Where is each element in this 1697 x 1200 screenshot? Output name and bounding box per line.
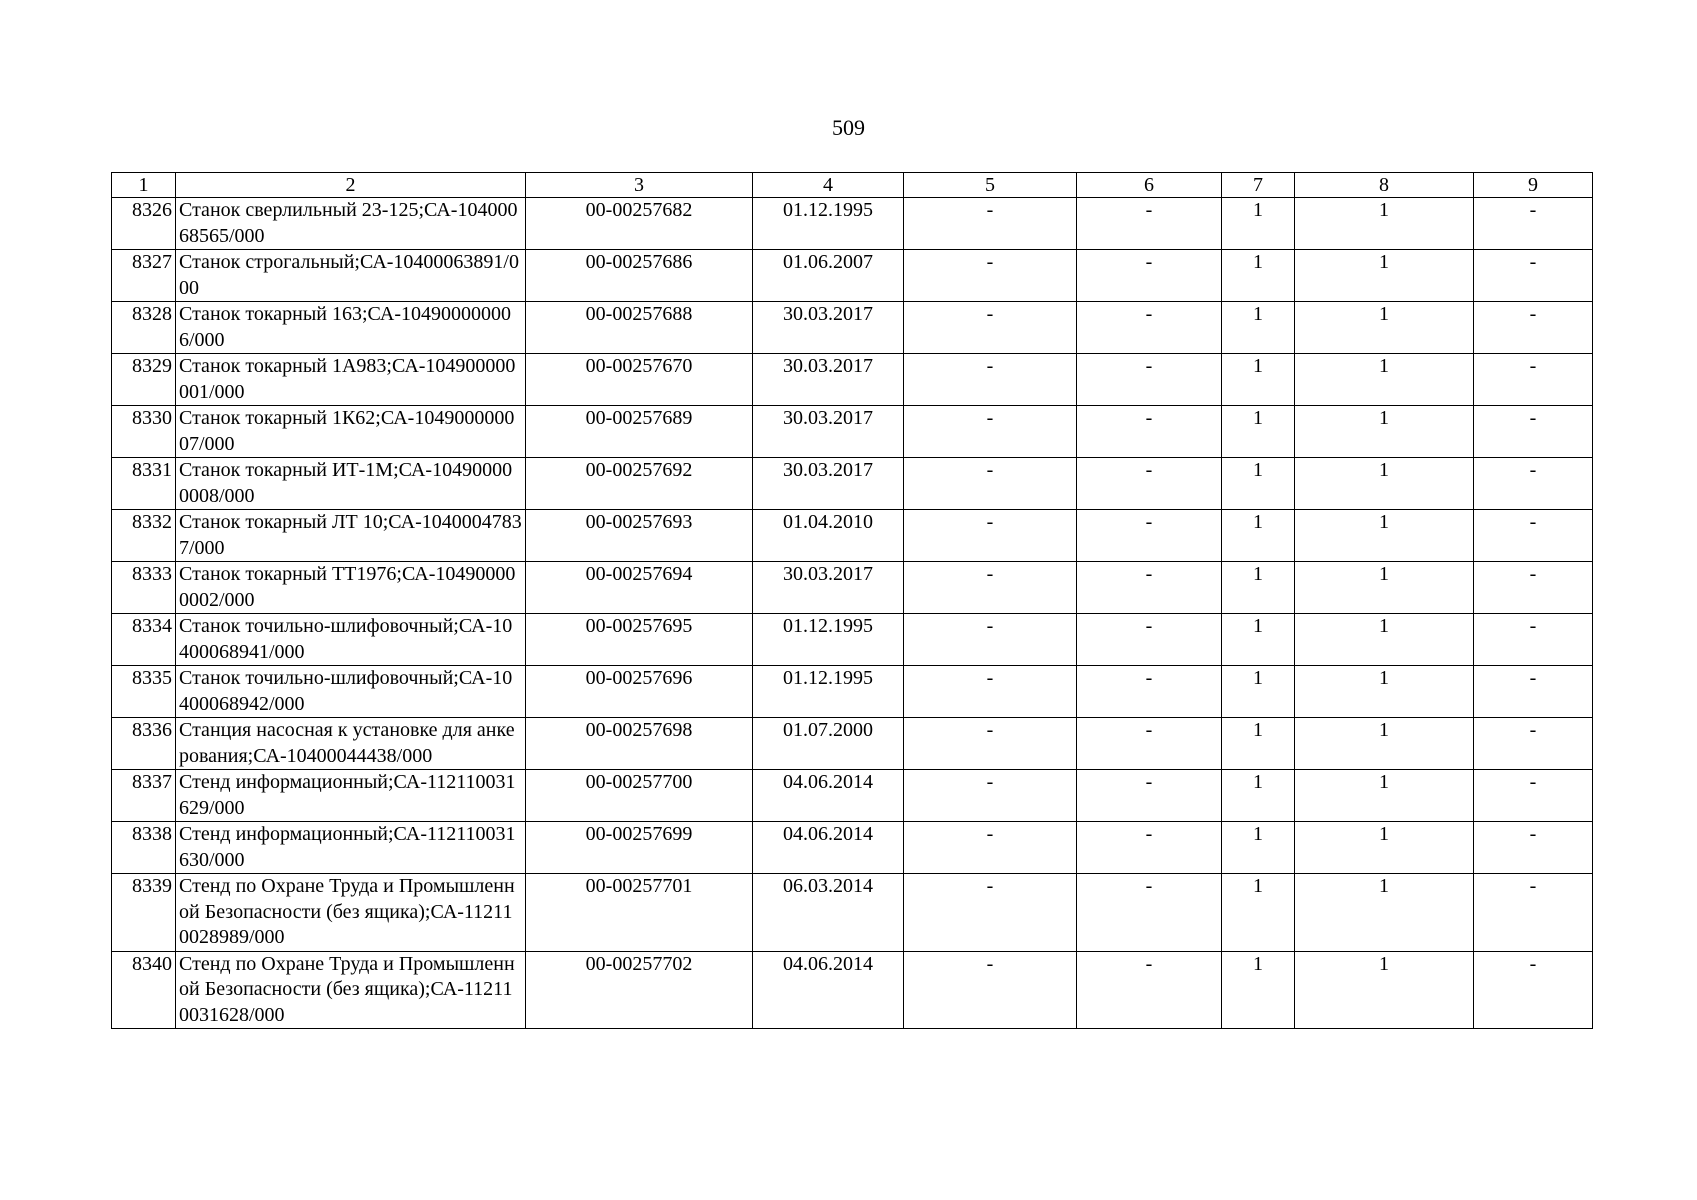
column-7-cell: 1 [1222,406,1295,458]
column-5-cell: - [904,822,1077,874]
column-7-cell: 1 [1222,718,1295,770]
column-8-cell: 1 [1295,354,1474,406]
column-9-cell: - [1474,198,1593,250]
column-7-cell: 1 [1222,250,1295,302]
date-cell: 04.06.2014 [753,770,904,822]
table-row [112,562,1593,614]
column-header: 6 [1077,173,1222,198]
column-5-cell: - [904,198,1077,250]
item-name: Станок токарный ЛТ 10;СА-10400047837/000 [176,510,526,562]
column-header: 3 [526,173,753,198]
column-8-cell: 1 [1295,250,1474,302]
inventory-code: 00-00257693 [526,510,753,562]
date-cell: 01.12.1995 [753,666,904,718]
date-cell: 01.12.1995 [753,198,904,250]
item-name: Стенд информационный;СА-112110031629/000 [176,770,526,822]
date-cell: 04.06.2014 [753,951,904,1029]
column-9-cell: - [1474,406,1593,458]
inventory-table [111,172,1593,1029]
column-7-cell: 1 [1222,770,1295,822]
row-number: 8326 [112,198,176,250]
column-6-cell: - [1077,406,1222,458]
column-header: 8 [1295,173,1474,198]
column-8-cell: 1 [1295,458,1474,510]
column-header: 2 [176,173,526,198]
column-6-cell: - [1077,562,1222,614]
item-name: Станок токарный 1А983;СА-104900000001/000 [176,354,526,406]
inventory-code: 00-00257702 [526,951,753,1029]
column-9-cell: - [1474,666,1593,718]
column-8-cell: 1 [1295,666,1474,718]
column-header: 4 [753,173,904,198]
column-5-cell: - [904,666,1077,718]
column-5-cell: - [904,406,1077,458]
column-7-cell: 1 [1222,354,1295,406]
column-8-cell: 1 [1295,822,1474,874]
column-6-cell: - [1077,354,1222,406]
table-row [112,354,1593,406]
column-9-cell: - [1474,510,1593,562]
date-cell: 30.03.2017 [753,458,904,510]
date-cell: 30.03.2017 [753,302,904,354]
column-6-cell: - [1077,874,1222,952]
inventory-code: 00-00257699 [526,822,753,874]
column-6-cell: - [1077,510,1222,562]
table-row [112,198,1593,250]
column-7-cell: 1 [1222,951,1295,1029]
date-cell: 01.12.1995 [753,614,904,666]
column-9-cell: - [1474,951,1593,1029]
column-8-cell: 1 [1295,718,1474,770]
column-7-cell: 1 [1222,874,1295,952]
row-number: 8330 [112,406,176,458]
column-header: 9 [1474,173,1593,198]
item-name: Стенд по Охране Труда и Промышленной Безопасности (без ящика);СА-112110028989/000 [176,874,526,952]
column-header: 7 [1222,173,1295,198]
inventory-code: 00-00257689 [526,406,753,458]
column-6-cell: - [1077,718,1222,770]
column-8-cell: 1 [1295,562,1474,614]
column-8-cell: 1 [1295,302,1474,354]
row-number: 8329 [112,354,176,406]
row-number: 8327 [112,250,176,302]
inventory-code: 00-00257696 [526,666,753,718]
inventory-code: 00-00257692 [526,458,753,510]
date-cell: 01.06.2007 [753,250,904,302]
column-8-cell: 1 [1295,951,1474,1029]
column-5-cell: - [904,354,1077,406]
inventory-code: 00-00257682 [526,198,753,250]
column-8-cell: 1 [1295,614,1474,666]
item-name: Стенд информационный;СА-112110031630/000 [176,822,526,874]
item-name: Станок токарный ИТ-1М;СА-104900000008/000 [176,458,526,510]
column-6-cell: - [1077,951,1222,1029]
column-header: 5 [904,173,1077,198]
column-7-cell: 1 [1222,666,1295,718]
table-row [112,250,1593,302]
column-header: 1 [112,173,176,198]
column-6-cell: - [1077,614,1222,666]
table-row [112,458,1593,510]
row-number: 8332 [112,510,176,562]
column-7-cell: 1 [1222,562,1295,614]
date-cell: 01.04.2010 [753,510,904,562]
column-5-cell: - [904,718,1077,770]
column-6-cell: - [1077,666,1222,718]
table-row [112,510,1593,562]
row-number: 8336 [112,718,176,770]
date-cell: 06.03.2014 [753,874,904,952]
table-row [112,770,1593,822]
inventory-code: 00-00257688 [526,302,753,354]
item-name: Станок строгальный;СА-10400063891/000 [176,250,526,302]
row-number: 8334 [112,614,176,666]
column-5-cell: - [904,510,1077,562]
column-8-cell: 1 [1295,510,1474,562]
row-number: 8339 [112,874,176,952]
column-8-cell: 1 [1295,198,1474,250]
row-number: 8333 [112,562,176,614]
column-5-cell: - [904,770,1077,822]
page-number: 509 [832,115,865,140]
row-number: 8337 [112,770,176,822]
column-6-cell: - [1077,458,1222,510]
date-cell: 30.03.2017 [753,406,904,458]
table-row [112,874,1593,952]
item-name: Станок сверлильный 23-125;СА-10400068565/000 [176,198,526,250]
column-9-cell: - [1474,874,1593,952]
inventory-code: 00-00257700 [526,770,753,822]
date-cell: 04.06.2014 [753,822,904,874]
item-name: Стенд по Охране Труда и Промышленной Безопасности (без ящика);СА-112110031628/000 [176,951,526,1029]
date-cell: 30.03.2017 [753,562,904,614]
column-5-cell: - [904,250,1077,302]
item-name: Станок точильно-шлифовочный;СА-10400068942/000 [176,666,526,718]
row-number: 8338 [112,822,176,874]
column-6-cell: - [1077,198,1222,250]
item-name: Станок точильно-шлифовочный;СА-10400068941/000 [176,614,526,666]
row-number: 8335 [112,666,176,718]
column-6-cell: - [1077,770,1222,822]
column-7-cell: 1 [1222,510,1295,562]
row-number: 8328 [112,302,176,354]
column-7-cell: 1 [1222,458,1295,510]
row-number: 8331 [112,458,176,510]
column-7-cell: 1 [1222,614,1295,666]
table-row [112,951,1593,1029]
column-6-cell: - [1077,250,1222,302]
item-name: Станок токарный 1К62;СА-104900000007/000 [176,406,526,458]
column-9-cell: - [1474,614,1593,666]
column-5-cell: - [904,562,1077,614]
inventory-code: 00-00257694 [526,562,753,614]
date-cell: 01.07.2000 [753,718,904,770]
date-cell: 30.03.2017 [753,354,904,406]
column-8-cell: 1 [1295,406,1474,458]
column-9-cell: - [1474,458,1593,510]
column-9-cell: - [1474,354,1593,406]
table-row [112,406,1593,458]
column-7-cell: 1 [1222,302,1295,354]
inventory-code: 00-00257701 [526,874,753,952]
item-name: Станок токарный ТТ1976;СА-104900000002/000 [176,562,526,614]
table-row [112,666,1593,718]
header-row [112,173,1593,198]
table-row [112,718,1593,770]
table-row [112,302,1593,354]
column-6-cell: - [1077,302,1222,354]
column-9-cell: - [1474,718,1593,770]
column-9-cell: - [1474,302,1593,354]
column-6-cell: - [1077,822,1222,874]
item-name: Станок токарный 163;СА-104900000006/000 [176,302,526,354]
row-number: 8340 [112,951,176,1029]
column-5-cell: - [904,951,1077,1029]
column-9-cell: - [1474,562,1593,614]
inventory-code: 00-00257686 [526,250,753,302]
column-5-cell: - [904,458,1077,510]
column-8-cell: 1 [1295,874,1474,952]
item-name: Станция насосная к установке для анкерования;СА-10400044438/000 [176,718,526,770]
column-9-cell: - [1474,770,1593,822]
column-5-cell: - [904,874,1077,952]
inventory-code: 00-00257698 [526,718,753,770]
column-8-cell: 1 [1295,770,1474,822]
column-5-cell: - [904,302,1077,354]
inventory-code: 00-00257695 [526,614,753,666]
column-5-cell: - [904,614,1077,666]
column-9-cell: - [1474,822,1593,874]
table-row [112,614,1593,666]
column-7-cell: 1 [1222,822,1295,874]
table-row [112,822,1593,874]
column-7-cell: 1 [1222,198,1295,250]
column-9-cell: - [1474,250,1593,302]
inventory-code: 00-00257670 [526,354,753,406]
